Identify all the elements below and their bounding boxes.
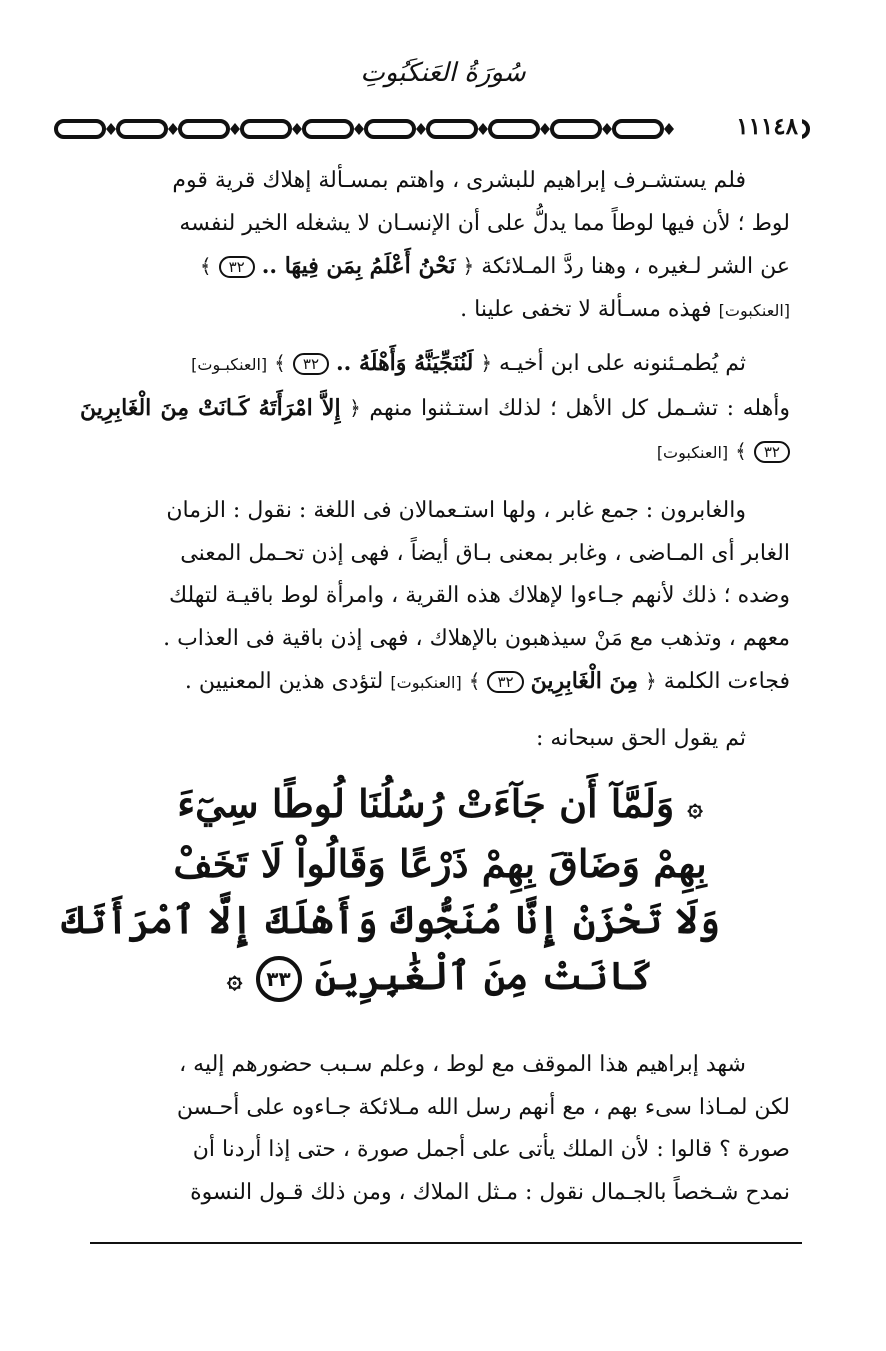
text-line	[80, 245, 790, 289]
surah-title: سُورَةُ العَنكَبُوتِ	[360, 58, 526, 88]
paragraph-2	[80, 342, 790, 475]
verse-number-badge: ٣٢	[487, 671, 523, 693]
chain-link	[366, 121, 414, 137]
text-line: شهد إبراهيم هذا الموقف مع لوط ، وعلم سـبب حضورهم إليه ،	[179, 1052, 746, 1077]
surah-reference: [العنكبوت]	[718, 300, 790, 320]
quote-open-bracket: ﴿	[462, 254, 475, 278]
chain-link	[304, 121, 352, 137]
footer-rule	[90, 1242, 802, 1244]
text-line	[80, 342, 790, 387]
header-chain-ornament	[52, 112, 812, 146]
quote-open-bracket: ﴿	[349, 395, 361, 420]
verse-line: بِهِمْ وَضَاقَ بِهِمْ ذَرْعًا وَقَالُواْ لَا تَخَفْ	[173, 840, 707, 886]
text-line: الغابر أى المـاضى ، وغابر بمعنى بـاق أيضاً ، فهى إذن تحـمل المعنى	[180, 540, 790, 566]
chain-link	[242, 121, 290, 137]
text-line	[80, 387, 790, 475]
text-segment: عن الشر لـغيره ، وهنا ردَّ المـلائكة	[481, 254, 790, 279]
page-number: ١١١٤٨	[732, 112, 802, 142]
chain-diamond	[106, 123, 116, 135]
text-line: وضده ؛ ذلك لأنهم جـاءوا لإهلاك هذه القرية ، وامرأة لوط باقيـة لتهلك	[168, 583, 790, 608]
quote-close-bracket: ﴾	[274, 351, 286, 375]
chain-diamond	[478, 123, 488, 135]
text-segment: وأهله : تشـمل كل الأهل ؛ لذلك استـثنوا منهم	[369, 395, 790, 421]
text-segment: ثم يُطمـئنونه على ابن أخيـه	[499, 351, 746, 376]
chain-diamond	[602, 123, 612, 135]
text-segment: فجاءت الكلمة	[663, 669, 790, 694]
quran-quote: إِلاَّ امْرَأَتَهُ كَـانَتْ مِنَ الْغَابِرِينَ	[80, 394, 341, 421]
chain-diamond	[416, 123, 426, 135]
chain-diamond	[540, 123, 550, 135]
text-line: نمدح شـخصاً بالجـمال نقول : مـثل الملاك ، ومن ذلك قـول النسوة	[190, 1179, 790, 1205]
text-segment: لتؤدى هذين المعنيين .	[184, 669, 384, 694]
text-line	[80, 660, 790, 705]
quote-close-bracket: ﴾	[735, 439, 747, 463]
chain-link	[180, 121, 228, 137]
chain-link	[552, 121, 600, 137]
text-line: لكن لمـاذا سىء بهم ، مع أنهم رسل الله مـلائكة جـاءوه على أحـسن	[176, 1094, 790, 1120]
text-line: فلم يستشـرف إبراهيم للبشرى ، واهتم بمسـألة إهلاك قرية قوم	[172, 168, 746, 193]
quote-close-bracket: ﴾	[199, 254, 212, 278]
quote-close-bracket: ﴾	[468, 669, 481, 693]
text-line	[80, 289, 790, 333]
verse-start-ornament-icon: ۞	[687, 792, 703, 823]
verse-line	[160, 776, 720, 836]
verse-line	[160, 948, 720, 1008]
paragraph-3	[80, 490, 790, 705]
surah-reference: [العنكبـوت]	[191, 355, 268, 374]
chain-diamond	[354, 123, 364, 135]
quran-verse-block	[61, 776, 720, 1007]
verse-text: وَلَمَّآ أَن جَآءَتْ رُسُلُنَا لُوطًا سِيٓءَ	[177, 781, 675, 826]
quote-open-bracket: ﴿	[480, 351, 493, 375]
paragraph-4	[80, 718, 790, 761]
verse-line: وَلَا تَحْزَنْ إِنَّا مُنَجُّوكَ وَأَهْلَكَ إِلَّا ٱمْرَأَتَكَ	[61, 896, 720, 942]
chain-diamond	[230, 123, 240, 135]
quran-quote: مِنَ الْغَابِرِينَ	[530, 668, 639, 694]
chain-link	[56, 121, 104, 137]
text-segment: فهذه مسـألة لا تخفى علينا .	[460, 296, 712, 322]
chain-diamond	[664, 123, 674, 135]
chain-link	[118, 121, 166, 137]
chain-link	[428, 121, 476, 137]
verse-number-badge: ٣٢	[293, 353, 329, 375]
quran-quote: لَنُنَجِّيَنَّهُ وَأَهْلَهُ ..	[336, 350, 474, 376]
quran-quote: نَحْنُ أَعْلَمُ بِمَن فِيهَا ..	[261, 253, 456, 279]
surah-reference: [العنكبوت]	[656, 443, 729, 462]
surah-reference: [العنكبوت]	[390, 673, 462, 692]
verse-number-circle: ٣٣	[256, 956, 302, 1002]
text-line: والغابرون : جمع غابر ، ولها استـعمالان فى اللغة : نقول : الزمان	[166, 498, 746, 523]
chain-link	[614, 121, 662, 137]
paragraph-5	[80, 1044, 790, 1214]
chain-link	[490, 121, 538, 137]
text-line: لوط ؛ لأن فيها لوطاً مما يدلُّ على أن الإنسـان لا يشغله الخير لنفسه	[179, 210, 790, 236]
verse-text: كَانَتْ مِنَ ٱلْغَٰبِرِينَ	[314, 952, 653, 998]
paragraph-1	[80, 160, 790, 332]
verse-number-badge: ٣٢	[754, 441, 790, 463]
text-line: صورة ؟ قالوا : لأن الملك يأتى على أجمل صورة ، حتى إذا أردنا أن	[192, 1137, 790, 1162]
chain-diamond	[292, 123, 302, 135]
text-line: ثم يقول الحق سبحانه :	[535, 726, 746, 751]
verse-end-ornament-icon: ۞	[227, 964, 243, 994]
verse-number-badge: ٣٢	[219, 256, 255, 278]
text-line: معهم ، وتذهب مع مَنْ سيذهبون بالإهلاك ، فهى إذن باقية فى العذاب .	[163, 625, 790, 651]
chain-diamond	[168, 123, 178, 135]
quote-open-bracket: ﴿	[645, 669, 657, 693]
